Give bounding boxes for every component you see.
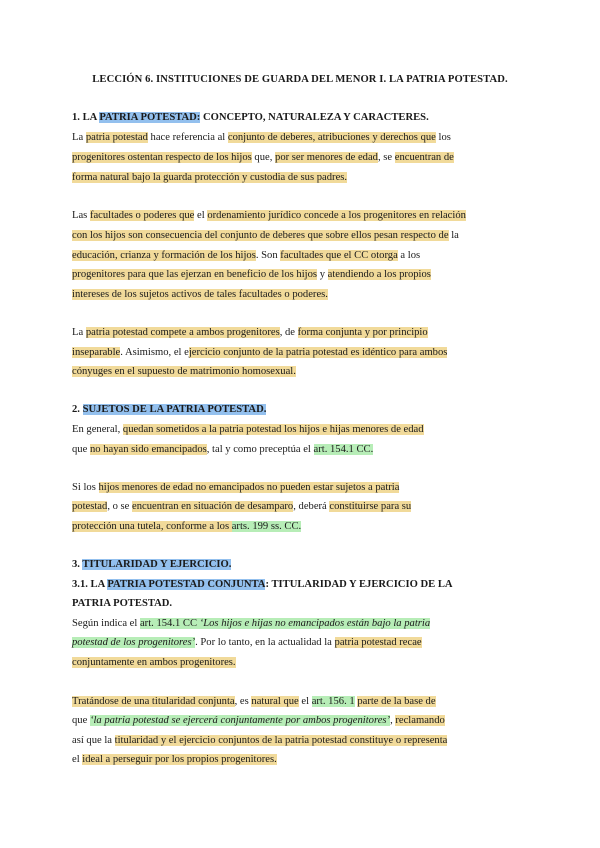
- yellow-highlight-text: patria potestad: [85, 132, 148, 143]
- text-segment: 3.: [72, 559, 83, 570]
- text-segment: , deberá: [293, 501, 330, 512]
- yellow-highlight-text: facultades que el CC otorga: [280, 250, 398, 261]
- yellow-highlight-text: patria potestad compete a ambos progenitores: [85, 327, 280, 338]
- text-line: [72, 481, 399, 495]
- text-segment: que: [72, 444, 90, 455]
- text-segment: Las: [72, 210, 90, 221]
- text-segment: y: [317, 269, 328, 280]
- text-segment: . Asimismo, el e: [120, 347, 189, 358]
- text-segment: así que la: [72, 735, 115, 746]
- green-highlight-text: art. 154.1 CC.: [313, 444, 374, 455]
- yellow-highlight-text: parte de la base de: [357, 696, 436, 707]
- text-segment: , se: [377, 152, 395, 163]
- text-segment: La: [72, 132, 86, 143]
- yellow-highlight-text: forma conjunta y por principio: [297, 327, 428, 338]
- text-segment: , es: [234, 696, 252, 707]
- text-line: [72, 151, 454, 165]
- text-segment: que: [72, 715, 90, 726]
- text-line: [72, 209, 466, 223]
- text-segment: 3.1. LA: [72, 579, 108, 590]
- yellow-highlight-text: ideal a perseguir por los propios progenitores.: [82, 754, 277, 765]
- yellow-highlight-text: con los hijos son consecuencia del conjunto de deberes que sobre ellos pesan respecto de: [72, 230, 449, 241]
- yellow-highlight-text: progenitores para que las ejerzan en beneficio de los hijos: [72, 269, 318, 280]
- yellow-highlight-text: hijos menores de edad no emancipados no pueden estar sujetos a patria: [98, 482, 400, 493]
- yellow-highlight-text: inseparable: [72, 347, 121, 358]
- green-highlight-text: ‘Los hijos e hijas no emancipados están bajo la patria: [199, 618, 431, 629]
- yellow-highlight-text: constituirse para su: [329, 501, 412, 512]
- text-line: [72, 734, 447, 748]
- blue-highlight-text: SUJETOS DE LA PATRIA POTESTAD.: [82, 404, 267, 415]
- yellow-highlight-text: titularidad y el ejercicio conjuntos de la patria potestad constituye o representa: [114, 735, 448, 746]
- text-line: [72, 229, 459, 243]
- text-segment: , o se: [107, 501, 133, 512]
- yellow-highlight-text: forma natural bajo la guarda protección y custodia de sus padres.: [72, 172, 348, 183]
- text-line: [72, 500, 411, 514]
- yellow-highlight-text: protección una tutela, conforme a los: [72, 521, 232, 532]
- text-line: [72, 326, 428, 340]
- blue-highlight-text: TITULARIDAD Y EJERCICIO.: [82, 559, 232, 570]
- text-segment: 1. LA: [72, 112, 100, 123]
- text-segment: ,: [390, 715, 396, 726]
- yellow-highlight-text: reclamando: [395, 715, 445, 726]
- text-segment: la: [448, 230, 459, 241]
- blue-highlight-text: PATRIA POTESTAD:: [99, 112, 201, 123]
- section-heading-line: [72, 403, 266, 417]
- text-line: [72, 249, 420, 263]
- text-segment: que,: [251, 152, 276, 163]
- text-line: [72, 695, 436, 709]
- text-segment: , tal y como preceptúa el: [206, 444, 314, 455]
- text-segment: , de: [279, 327, 298, 338]
- yellow-highlight-text: potestad: [72, 501, 108, 512]
- text-segment: En general,: [72, 424, 123, 435]
- text-segment: hace referencia al: [147, 132, 228, 143]
- text-line: [72, 423, 424, 437]
- text-line: [72, 131, 451, 145]
- yellow-highlight-text: patria potestad recae: [334, 637, 422, 648]
- yellow-highlight-text: natural que: [251, 696, 299, 707]
- yellow-highlight-text: quedan sometidos a la patria potestad los hijos e hijas menores de edad: [122, 424, 424, 435]
- yellow-highlight-text: cónyuges en el supuesto de matrimonio homosexual.: [72, 366, 296, 377]
- yellow-highlight-text: conjunto de deberes, atribuciones y derechos que: [227, 132, 436, 143]
- text-segment: La: [72, 327, 86, 338]
- text-segment: : TITULARIDAD Y EJERCICIO DE LA: [265, 579, 453, 590]
- section-heading-line: [72, 578, 453, 592]
- text-line: [72, 443, 373, 457]
- text-segment: el: [72, 754, 83, 765]
- text-segment: CONCEPTO, NATURALEZA Y CARACTERES.: [200, 112, 429, 123]
- yellow-highlight-text: por ser menores de edad: [275, 152, 378, 163]
- text-line: [72, 617, 430, 631]
- yellow-highlight-text: encuentran de: [394, 152, 454, 163]
- text-segment: . Por lo tanto, en la actualidad la: [195, 637, 335, 648]
- text-segment: PATRIA POTESTAD.: [72, 598, 173, 609]
- text-line: [72, 520, 301, 534]
- text-line: [72, 171, 347, 185]
- yellow-highlight-text: jercicio conjunto de la patria potestad es idéntico para ambos: [188, 347, 448, 358]
- text-segment: 2.: [72, 404, 83, 415]
- text-line: [72, 714, 445, 728]
- green-highlight-text: potestad de los progenitores’: [72, 637, 196, 648]
- yellow-highlight-text: progenitores ostentan respecto de los hijos: [72, 152, 252, 163]
- green-highlight-text: arts. 199 ss. CC.: [231, 521, 302, 532]
- text-segment: los: [435, 132, 451, 143]
- yellow-highlight-text: Tratándose de una titularidad conjunta: [72, 696, 235, 707]
- text-segment: el: [194, 210, 208, 221]
- green-highlight-text: art. 156. 1: [311, 696, 355, 707]
- text-segment: a los: [397, 250, 421, 261]
- document-title: LECCIÓN 6. INSTITUCIONES DE GUARDA DEL MENOR I. LA PATRIA POTESTAD.: [92, 74, 508, 85]
- yellow-highlight-text: no hayan sido emancipados: [89, 444, 207, 455]
- section-heading-line: [72, 597, 172, 611]
- blue-highlight-text: PATRIA POTESTAD CONJUNTA: [107, 579, 266, 590]
- text-segment: Si los: [72, 482, 99, 493]
- section-heading-line: [72, 111, 429, 125]
- text-segment: . Son: [255, 250, 281, 261]
- text-line: [72, 288, 328, 302]
- text-line: [72, 346, 447, 360]
- yellow-highlight-text: educación, crianza y formación de los hijos: [72, 250, 256, 261]
- yellow-highlight-text: conjuntamente en ambos progenitores.: [72, 657, 236, 668]
- yellow-highlight-text: facultades o poderes que: [89, 210, 195, 221]
- text-segment: el: [298, 696, 312, 707]
- text-line: [72, 636, 422, 650]
- yellow-highlight-text: ordenamiento jurídico concede a los progenitores en relación: [207, 210, 466, 221]
- green-highlight-text: art. 154.1 CC: [139, 618, 200, 629]
- text-line: [72, 753, 277, 767]
- text-line: [72, 268, 431, 282]
- section-heading-line: [72, 558, 231, 572]
- yellow-highlight-text: atendiendo a los propios: [327, 269, 431, 280]
- green-highlight-text: ‘la patria potestad se ejercerá conjuntamente por ambos progenitores’: [89, 715, 391, 726]
- text-segment: Según indica el: [72, 618, 140, 629]
- yellow-highlight-text: encuentran en situación de desamparo: [132, 501, 294, 512]
- text-line: [72, 365, 296, 379]
- text-line: [72, 656, 236, 670]
- yellow-highlight-text: intereses de los sujetos activos de tales facultades o poderes.: [72, 289, 328, 300]
